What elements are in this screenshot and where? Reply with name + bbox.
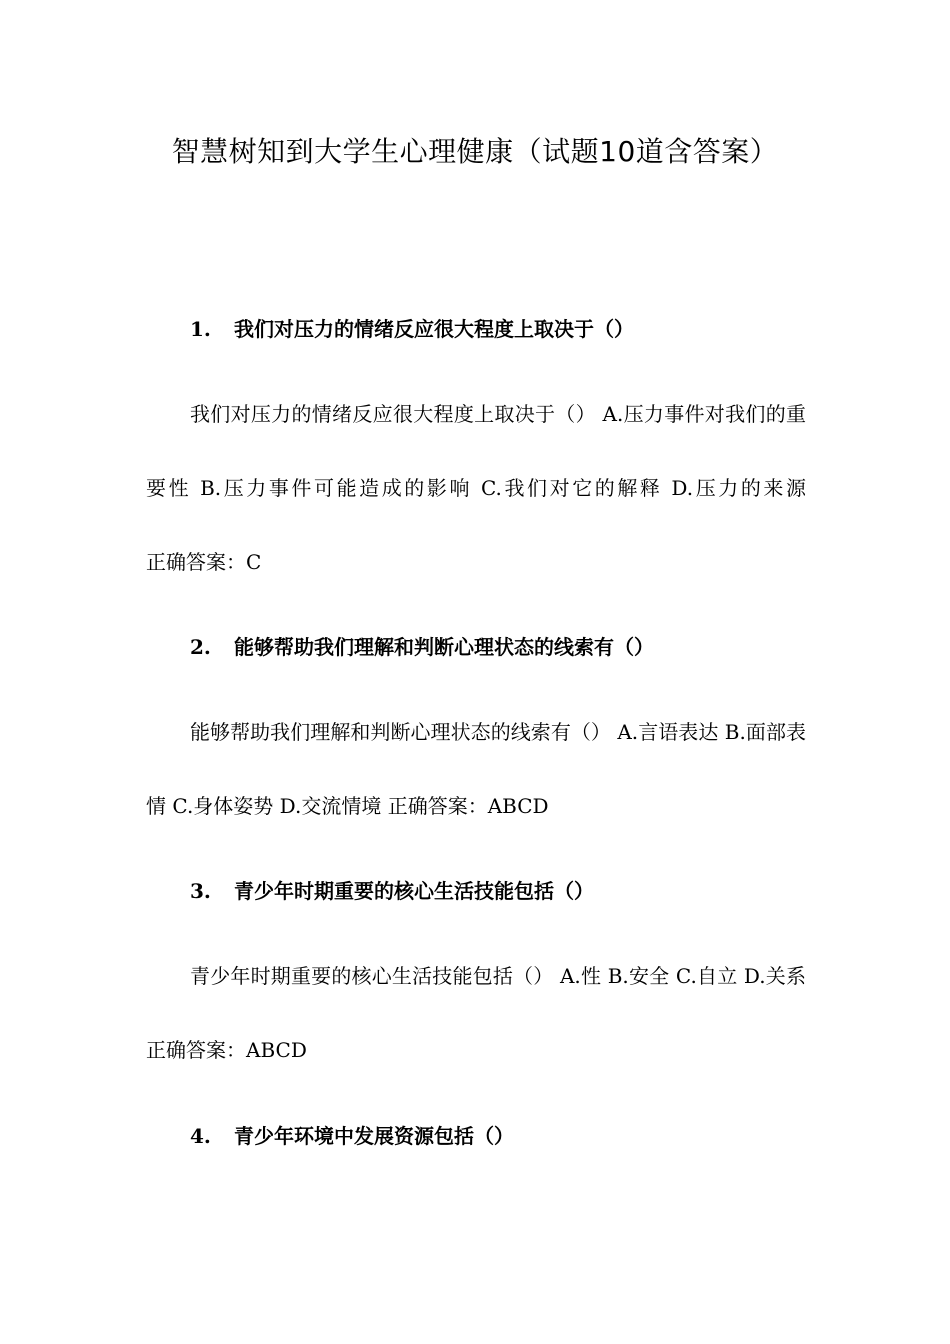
document-title: 智慧树知到大学生心理健康（试题10道含答案） (171, 135, 779, 168)
question-3-heading (190, 876, 594, 906)
question-1-options: 我们对压力的情绪反应很大程度上取决于（） A.压力事件对我们的重要性 B.压力事件可能造成的影响 C.我们对它的解释 D.压力的来源 (146, 402, 806, 500)
question-1-answer: 正确答案：C (146, 550, 262, 574)
question-2-text: 能够帮助我们理解和判断心理状态的线索有（） (234, 635, 654, 659)
question-3-body (146, 939, 806, 1087)
question-1-body (146, 377, 806, 599)
question-2-heading (190, 632, 654, 662)
question-3-text: 青少年时期重要的核心生活技能包括（） (234, 879, 594, 903)
question-4-number: 4. (190, 1124, 211, 1148)
question-2-options: 能够帮助我们理解和判断心理状态的线索有（） A.言语表达 B.面部表情 C.身体姿势 D.交流情境 (146, 720, 806, 818)
question-1-text: 我们对压力的情绪反应很大程度上取决于（） (234, 317, 634, 341)
question-1-number: 1. (190, 317, 211, 341)
question-2-number: 2. (190, 635, 211, 659)
question-4-heading (190, 1121, 514, 1151)
question-1-heading (190, 314, 634, 344)
question-4-text: 青少年环境中发展资源包括（） (234, 1124, 514, 1148)
question-3-options: 青少年时期重要的核心生活技能包括（） A.性 B.安全 C.自立 D.关系 (190, 964, 806, 988)
question-2-body (146, 695, 806, 843)
question-3-number: 3. (190, 879, 211, 903)
question-2-answer: 正确答案：ABCD (387, 794, 549, 818)
question-3-answer: 正确答案：ABCD (146, 1038, 307, 1062)
